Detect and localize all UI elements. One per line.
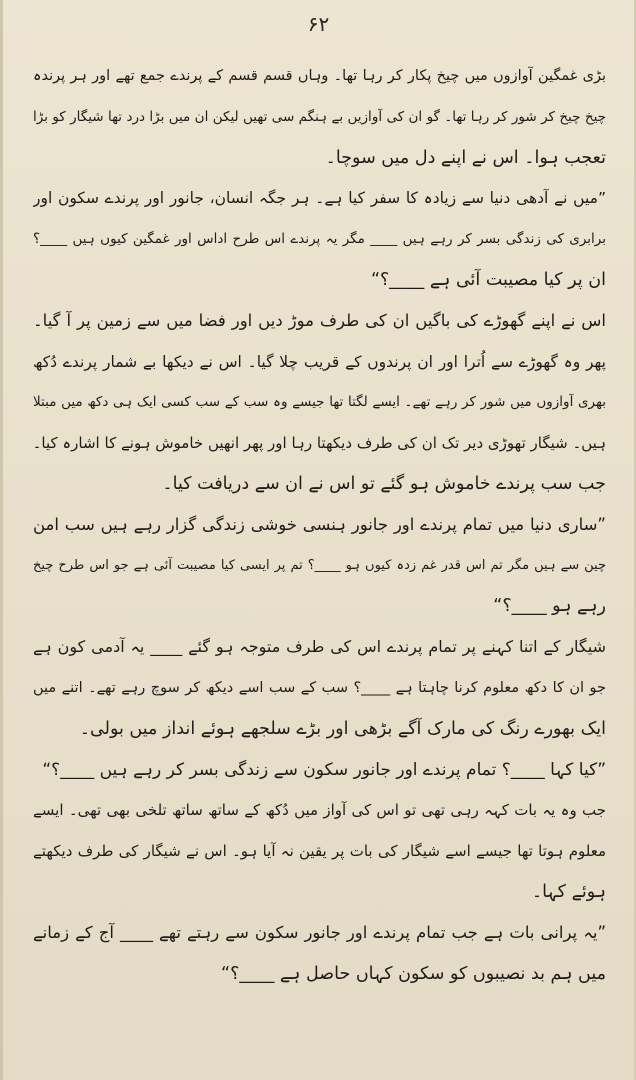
text-line: ”کیا کہا ____؟ تمام پرندے اور جانور سکون سے زندگی بسر کر رہے ہیں ____؟“ — [42, 759, 606, 780]
text-line: بڑی غمگین آوازوں میں چیخ پکار کر رہا تھا۔ وہاں قسم قسم کے پرندے جمع تھے اور ہر پرندہ — [33, 68, 606, 84]
text-line: ان پر کیا مصیبت آئی ہے ____؟“ — [370, 269, 606, 290]
body-text — [33, 56, 606, 994]
text-line: شیگار کے اتنا کہنے پر تمام پرندے اس کی طرف متوجہ ہو گئے ____ یہ آدمی کون ہے — [33, 637, 606, 657]
text-line: بھری آوازوں میں شور کر رہے تھے۔ ایسے لگتا تھا جیسے وہ سب کے سب کسی ایک ہی دکھ میں مبتلا — [33, 394, 606, 411]
text-line: ہوئے کہا۔ — [531, 881, 606, 902]
text-line: معلوم ہوتا تھا جیسے اسے شیگار کی بات پر یقین نہ آیا ہو۔ اس نے شیگار کی طرف دیکھتے — [33, 842, 606, 861]
text-line: ہیں۔ شیگار تھوڑی دیر تک ان کی طرف دیکھتا رہا اور پھر انھیں خاموش ہونے کا اشارہ کیا۔ — [33, 434, 606, 453]
text-line: پھر وہ گھوڑے سے اُترا اور ان پرندوں کے قریب چلا گیا۔ اس نے دیکھا بے شمار پرندے دُکھ — [33, 352, 606, 371]
text-line: ”میں نے آدھی دنیا سے زیادہ کا سفر کیا ہے۔ ہر جگہ انسان، جانور اور پرندے سکون اور — [33, 189, 606, 208]
text-line: رہے ہو ____؟“ — [493, 596, 606, 617]
text-line: جو ان کا دکھ معلوم کرنا چاہتا ہے ____؟ سب کے سب اسے دیکھ کر سوچ رہے تھے۔ اتنے میں — [33, 679, 606, 696]
text-line: ”یہ پرانی بات ہے جب تمام پرندے اور جانور سکون سے رہتے تھے ____ آج کے زمانے — [33, 922, 606, 942]
text-line: برابری کی زندگی بسر کر رہے ہیں ____ مگر یہ پرندے اس طرح اداس اور غمگین کیوں ہیں ____؟ — [33, 231, 606, 248]
text-line: چین سے ہیں مگر تم اس قدر غم زدہ کیوں ہو ____؟ تم پر ایسی کیا مصیبت آئی ہے جو اس طرح چیخ — [33, 557, 606, 573]
text-line: تعجب ہوا۔ اس نے اپنے دل میں سوچا۔ — [325, 147, 606, 168]
text-line: جب سب پرندے خاموش ہو گئے تو اس نے ان سے دریافت کیا۔ — [162, 473, 606, 494]
text-line: ایک بھورے رنگ کی مارک آگے بڑھی اور بڑے سلجھے ہوئے انداز میں بولی۔ — [79, 718, 606, 739]
text-line: میں ہم بد نصیبوں کو سکون کہاں حاصل ہے ____؟“ — [221, 963, 606, 984]
text-line: جب وہ یہ بات کہہ رہی تھی تو اس کی آواز میں دُکھ کے ساتھ ساتھ تلخی بھی تھی۔ ایسے — [33, 801, 606, 820]
text-line: اس نے اپنے گھوڑے کی باگیں ان کی طرف موڑ دیں اور فضا میں سے زمین پر آ گیا۔ — [33, 310, 606, 330]
text-line: ”ساری دنیا میں تمام پرندے اور جانور ہنسی خوشی زندگی گزار رہے ہیں سب امن — [33, 514, 606, 534]
text-line: چیخ چیخ کر شور کر رہا تھا۔ گو ان کی آوازیں بے ہنگم سی تھیں لیکن ان میں بڑا درد تھا شیگار کو بڑا — [33, 108, 606, 125]
page-number: ۶۲ — [307, 12, 330, 36]
